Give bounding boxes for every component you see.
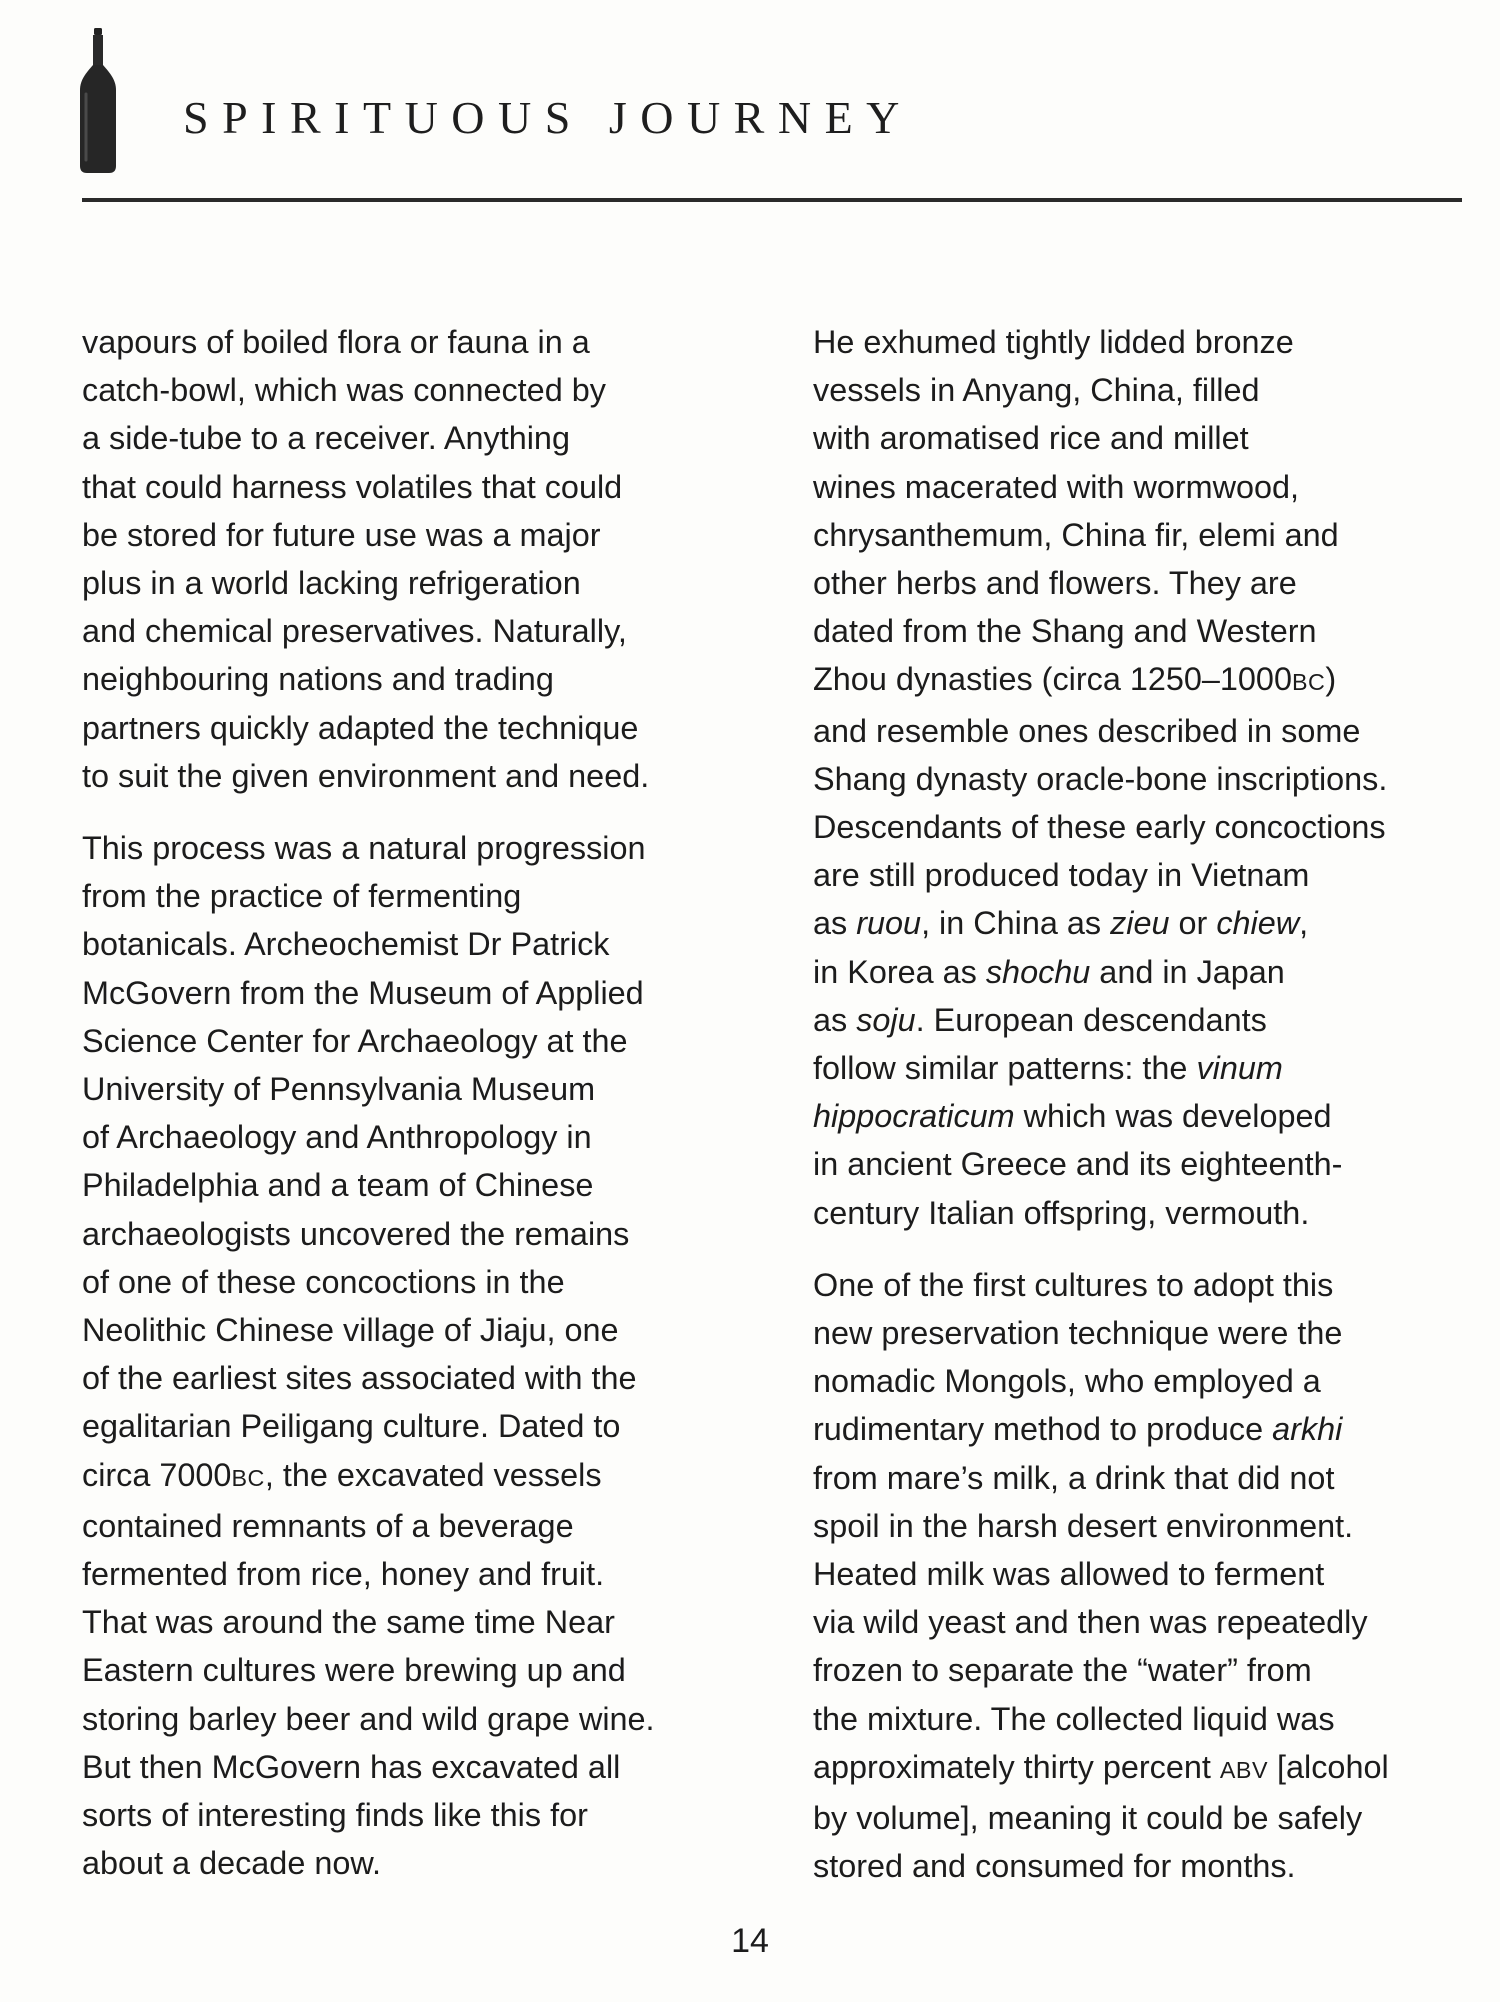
text-line: via wild yeast and then was repeatedly: [813, 1604, 1368, 1641]
text-line: of Archaeology and Anthropology in: [82, 1119, 592, 1156]
text-line: partners quickly adapted the technique: [82, 709, 639, 746]
text-run: which was developed: [1014, 1098, 1332, 1135]
text-run: and in Japan: [1090, 953, 1285, 990]
text-line: [813, 899, 1463, 947]
text-line: [813, 655, 1463, 706]
paragraph: [82, 318, 722, 800]
italic-term: chiew: [1216, 905, 1300, 942]
text-run: ,: [1299, 905, 1309, 942]
text-line: spoil in the harsh desert environment.: [813, 1507, 1354, 1544]
text-line: to suit the given environment and need.: [82, 757, 650, 794]
text-line: be stored for future use was a major: [82, 516, 601, 553]
abv-abbreviation: ABV: [1219, 1756, 1269, 1783]
text-line: fermented from rice, honey and fruit.: [82, 1556, 605, 1593]
right-column: [813, 318, 1463, 1891]
text-line: other herbs and flowers. They are: [813, 565, 1297, 602]
text-line: [813, 1044, 1463, 1092]
text-line: Eastern cultures were brewing up and: [82, 1652, 626, 1689]
text-run: . European descendants: [915, 1001, 1267, 1038]
text-line: [813, 1405, 1463, 1453]
italic-term: soju: [856, 1001, 916, 1038]
italic-term: zieu: [1110, 905, 1170, 942]
text-line: archaeologists uncovered the remains: [82, 1215, 630, 1252]
text-line: frozen to separate the “water” from: [813, 1652, 1312, 1689]
paragraph: [813, 1261, 1463, 1891]
italic-term: ruou: [856, 905, 922, 942]
text-line: catch-bowl, which was connected by: [82, 372, 606, 409]
text-line: plus in a world lacking refrigeration: [82, 565, 581, 602]
text-line: about a decade now.: [82, 1845, 381, 1882]
text-line: from the practice of fermenting: [82, 878, 522, 915]
text-line: dated from the Shang and Western: [813, 613, 1317, 650]
text-line: Descendants of these early concoctions: [813, 809, 1386, 846]
text-line: chrysanthemum, China fir, elemi and: [813, 516, 1339, 553]
left-column: [82, 318, 722, 1888]
page-number: 14: [731, 1922, 769, 1960]
text-line: This process was a natural progression: [82, 830, 646, 867]
text-line: vapours of boiled flora or fauna in a: [82, 324, 590, 360]
text-run: in Korea as: [813, 953, 986, 990]
text-run: or: [1169, 905, 1217, 942]
text-line: One of the first cultures to adopt this: [813, 1266, 1334, 1303]
text-line: the mixture. The collected liquid was: [813, 1700, 1335, 1737]
era-abbreviation: BC: [1291, 669, 1326, 696]
text-line: from mare’s milk, a drink that did not: [813, 1459, 1335, 1496]
text-line: by volume], meaning it could be safely: [813, 1800, 1363, 1837]
paragraph: [813, 318, 1463, 1237]
text-line: and chemical preservatives. Naturally,: [82, 613, 627, 650]
text-line: in ancient Greece and its eighteenth-: [813, 1146, 1343, 1183]
text-line: and resemble ones described in some: [813, 712, 1361, 749]
italic-term: arkhi: [1272, 1411, 1343, 1448]
era-abbreviation: BC: [231, 1464, 265, 1491]
text-line: He exhumed tightly lidded bronze: [813, 324, 1294, 360]
text-run: as: [813, 905, 857, 942]
text-line: nomadic Mongols, who employed a: [813, 1363, 1321, 1400]
text-line: botanicals. Archeochemist Dr Patrick: [82, 926, 610, 963]
text-line: stored and consumed for months.: [813, 1848, 1296, 1885]
italic-term: shochu: [985, 953, 1091, 990]
text-line: vessels in Anyang, China, filled: [813, 372, 1260, 409]
italic-term: vinum: [1196, 1050, 1283, 1087]
text-line: of the earliest sites associated with the: [82, 1360, 637, 1397]
text-line: [82, 1451, 722, 1502]
text-line: wines macerated with wormwood,: [813, 468, 1300, 505]
text-line: egalitarian Peiligang culture. Dated to: [82, 1408, 621, 1445]
text-line: That was around the same time Near: [82, 1604, 615, 1641]
text-line: [813, 948, 1463, 996]
text-run: ): [1325, 661, 1337, 698]
text-line: Shang dynasty oracle-bone inscriptions.: [813, 760, 1388, 797]
header-rule: [82, 198, 1462, 202]
paragraph: [82, 824, 722, 1887]
text-line: McGovern from the Museum of Applied: [82, 974, 644, 1011]
text-run: [alcohol: [1268, 1748, 1389, 1785]
text-line: neighbouring nations and trading: [82, 661, 554, 698]
text-line: new preservation technique were the: [813, 1315, 1343, 1352]
text-line: that could harness volatiles that could: [82, 468, 623, 505]
text-line: century Italian offspring, vermouth.: [813, 1194, 1310, 1231]
text-run: Zhou dynasties (circa 1250–1000: [813, 661, 1292, 698]
bottle-icon: [76, 28, 120, 173]
text-line: with aromatised rice and millet: [813, 420, 1249, 457]
running-title: SPIRITUOUS JOURNEY: [183, 92, 913, 143]
text-line: sorts of interesting finds like this for: [82, 1797, 588, 1834]
text-run: , in China as: [921, 905, 1111, 942]
text-line: contained remnants of a beverage: [82, 1507, 574, 1544]
text-run: as: [813, 1001, 857, 1038]
text-run: , the excavated vessels: [264, 1456, 602, 1493]
text-line: Philadelphia and a team of Chinese: [82, 1167, 594, 1204]
italic-term: hippocraticum: [813, 1098, 1015, 1135]
text-run: circa 7000: [82, 1456, 232, 1493]
text-line: Science Center for Archaeology at the: [82, 1022, 628, 1059]
text-line: storing barley beer and wild grape wine.: [82, 1700, 655, 1737]
text-line: [813, 1743, 1463, 1794]
text-line: [813, 1092, 1463, 1140]
text-run: rudimentary method to produce: [813, 1411, 1273, 1448]
text-line: [813, 996, 1463, 1044]
text-line: of one of these concoctions in the: [82, 1263, 565, 1300]
text-line: University of Pennsylvania Museum: [82, 1071, 596, 1108]
text-line: Neolithic Chinese village of Jiaju, one: [82, 1312, 619, 1349]
text-run: follow similar patterns: the: [813, 1050, 1197, 1087]
text-line: But then McGovern has excavated all: [82, 1748, 621, 1785]
text-line: a side-tube to a receiver. Anything: [82, 420, 570, 457]
text-line: Heated milk was allowed to ferment: [813, 1556, 1325, 1593]
text-run: approximately thirty percent: [813, 1748, 1220, 1785]
text-line: are still produced today in Vietnam: [813, 857, 1310, 894]
